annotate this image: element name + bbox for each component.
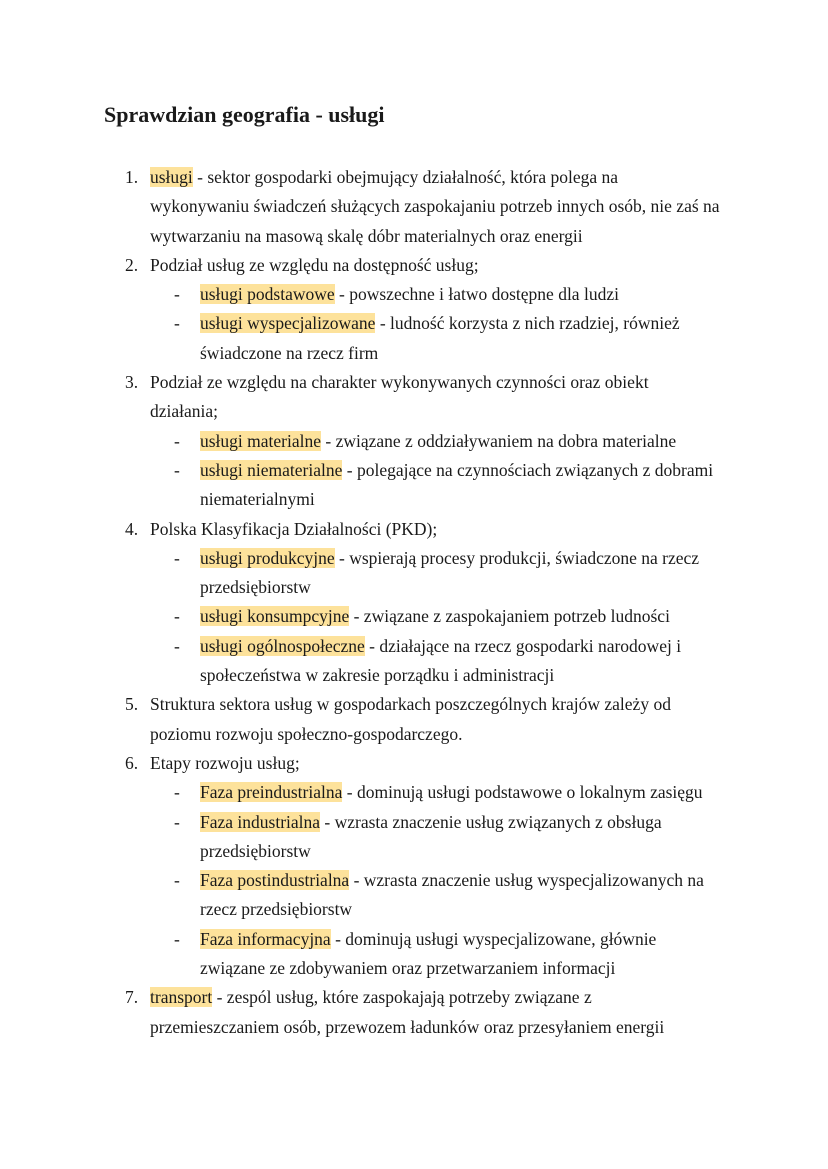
dash-bullet: - (174, 284, 180, 305)
numbered-list (125, 163, 720, 1042)
item-number: 3. (125, 372, 139, 393)
sub-item-text: - polegające na czynnościach związanych z dobrami niematerialnymi (200, 459, 714, 510)
sub-item-text: - powszechne i łatwo dostępne dla ludzi (334, 284, 619, 305)
dash-bullet: - (174, 928, 180, 949)
sub-item-text: - wspierają procesy produkcji, świadczone na rzecz przedsiębiorstw (200, 547, 700, 598)
highlighted-term: usługi wyspecjalizowane (200, 313, 376, 334)
sub-item (125, 544, 720, 603)
sub-item (125, 456, 720, 515)
sub-item (125, 280, 720, 309)
list-item (125, 983, 720, 1042)
sub-item-text: - działające na rzecz gospodarki narodowej i społeczeństwa w zakresie porządku i administracji (200, 635, 682, 686)
list-item (125, 163, 720, 251)
sub-item (125, 632, 720, 691)
item-number: 7. (125, 987, 139, 1008)
highlighted-term: Faza preindustrialna (200, 782, 343, 803)
dash-bullet: - (174, 313, 180, 334)
item-text: Etapy rozwoju usług; (150, 752, 300, 773)
sub-item-text: - ludność korzysta z nich rzadziej, również świadczone na rzecz firm (200, 313, 680, 363)
item-text: - sektor gospodarki obejmujący działalność, która polega na wykonywaniu świadczeń służących zaspokajaniu potrzeb innych osób, nie zaś na wytwarzaniu na masową skalę dóbr materialnych oraz energii (150, 167, 720, 246)
highlighted-term: usługi ogólnospołeczne (200, 635, 365, 656)
item-number: 1. (125, 167, 139, 187)
sub-item-text: - dominują usługi podstawowe o lokalnym zasięgu (342, 782, 703, 803)
list-item (125, 515, 720, 544)
dash-bullet: - (174, 547, 180, 568)
item-text: Polska Klasyfikacja Działalności (PKD); (150, 518, 438, 539)
sub-item-text: - związane z zaspokajaniem potrzeb ludności (349, 606, 670, 627)
dash-bullet: - (174, 782, 180, 803)
list-item (125, 368, 720, 427)
dash-bullet: - (174, 870, 180, 891)
sub-item (125, 427, 720, 456)
sub-item (125, 925, 720, 984)
item-number: 4. (125, 518, 139, 539)
item-number: 6. (125, 752, 139, 773)
sub-item (125, 602, 720, 631)
sub-item-text: - wzrasta znaczenie usług wyspecjalizowanych na rzecz przedsiębiorstw (200, 870, 704, 920)
highlighted-term: transport (150, 987, 213, 1008)
highlighted-term: usługi materialne (200, 430, 322, 451)
page-title: Sprawdzian geografia - usługi (104, 102, 385, 127)
highlighted-term: usługi produkcyjne (200, 547, 335, 568)
item-text: Podział usług ze względu na dostępność usług; (150, 254, 479, 275)
item-number: 2. (125, 254, 139, 275)
highlighted-term: Faza postindustrialna (200, 870, 350, 891)
sub-item (125, 309, 720, 368)
highlighted-term: Faza industrialna (200, 811, 321, 832)
sub-item (125, 778, 720, 807)
dash-bullet: - (174, 606, 180, 627)
item-text: Struktura sektora usług w gospodarkach poszczególnych krajów zależy od poziomu rozwoju społeczno-gospodarczego. (150, 694, 671, 744)
highlighted-term: usługi podstawowe (200, 284, 335, 305)
sub-item (125, 866, 720, 925)
item-text: - zespól usług, które zaspokajają potrzeby związane z przemieszczaniem osób, przewozem ładunków oraz przesyłaniem energii (150, 987, 665, 1037)
list-item (125, 251, 720, 280)
list-item (125, 690, 720, 749)
sub-item-text: - wzrasta znaczenie usług związanych z obsługa przedsiębiorstw (200, 811, 662, 861)
dash-bullet: - (174, 430, 180, 451)
item-number: 5. (125, 694, 139, 715)
dash-bullet: - (174, 459, 180, 480)
list-item (125, 749, 720, 778)
sub-item-text: - dominują usługi wyspecjalizowane, głównie związane ze zdobywaniem oraz przetwarzaniem informacji (200, 928, 657, 979)
sub-item (125, 808, 720, 867)
sub-item-text: - związane z oddziaływaniem na dobra materialne (321, 430, 677, 451)
highlighted-term: Faza informacyjna (200, 928, 331, 949)
highlighted-term: usługi konsumpcyjne (200, 606, 350, 627)
highlighted-term: usługi (150, 167, 193, 187)
dash-bullet: - (174, 635, 180, 656)
dash-bullet: - (174, 811, 180, 832)
highlighted-term: usługi niematerialne (200, 459, 343, 480)
item-text: Podział ze względu na charakter wykonywanych czynności oraz obiekt działania; (150, 372, 649, 422)
